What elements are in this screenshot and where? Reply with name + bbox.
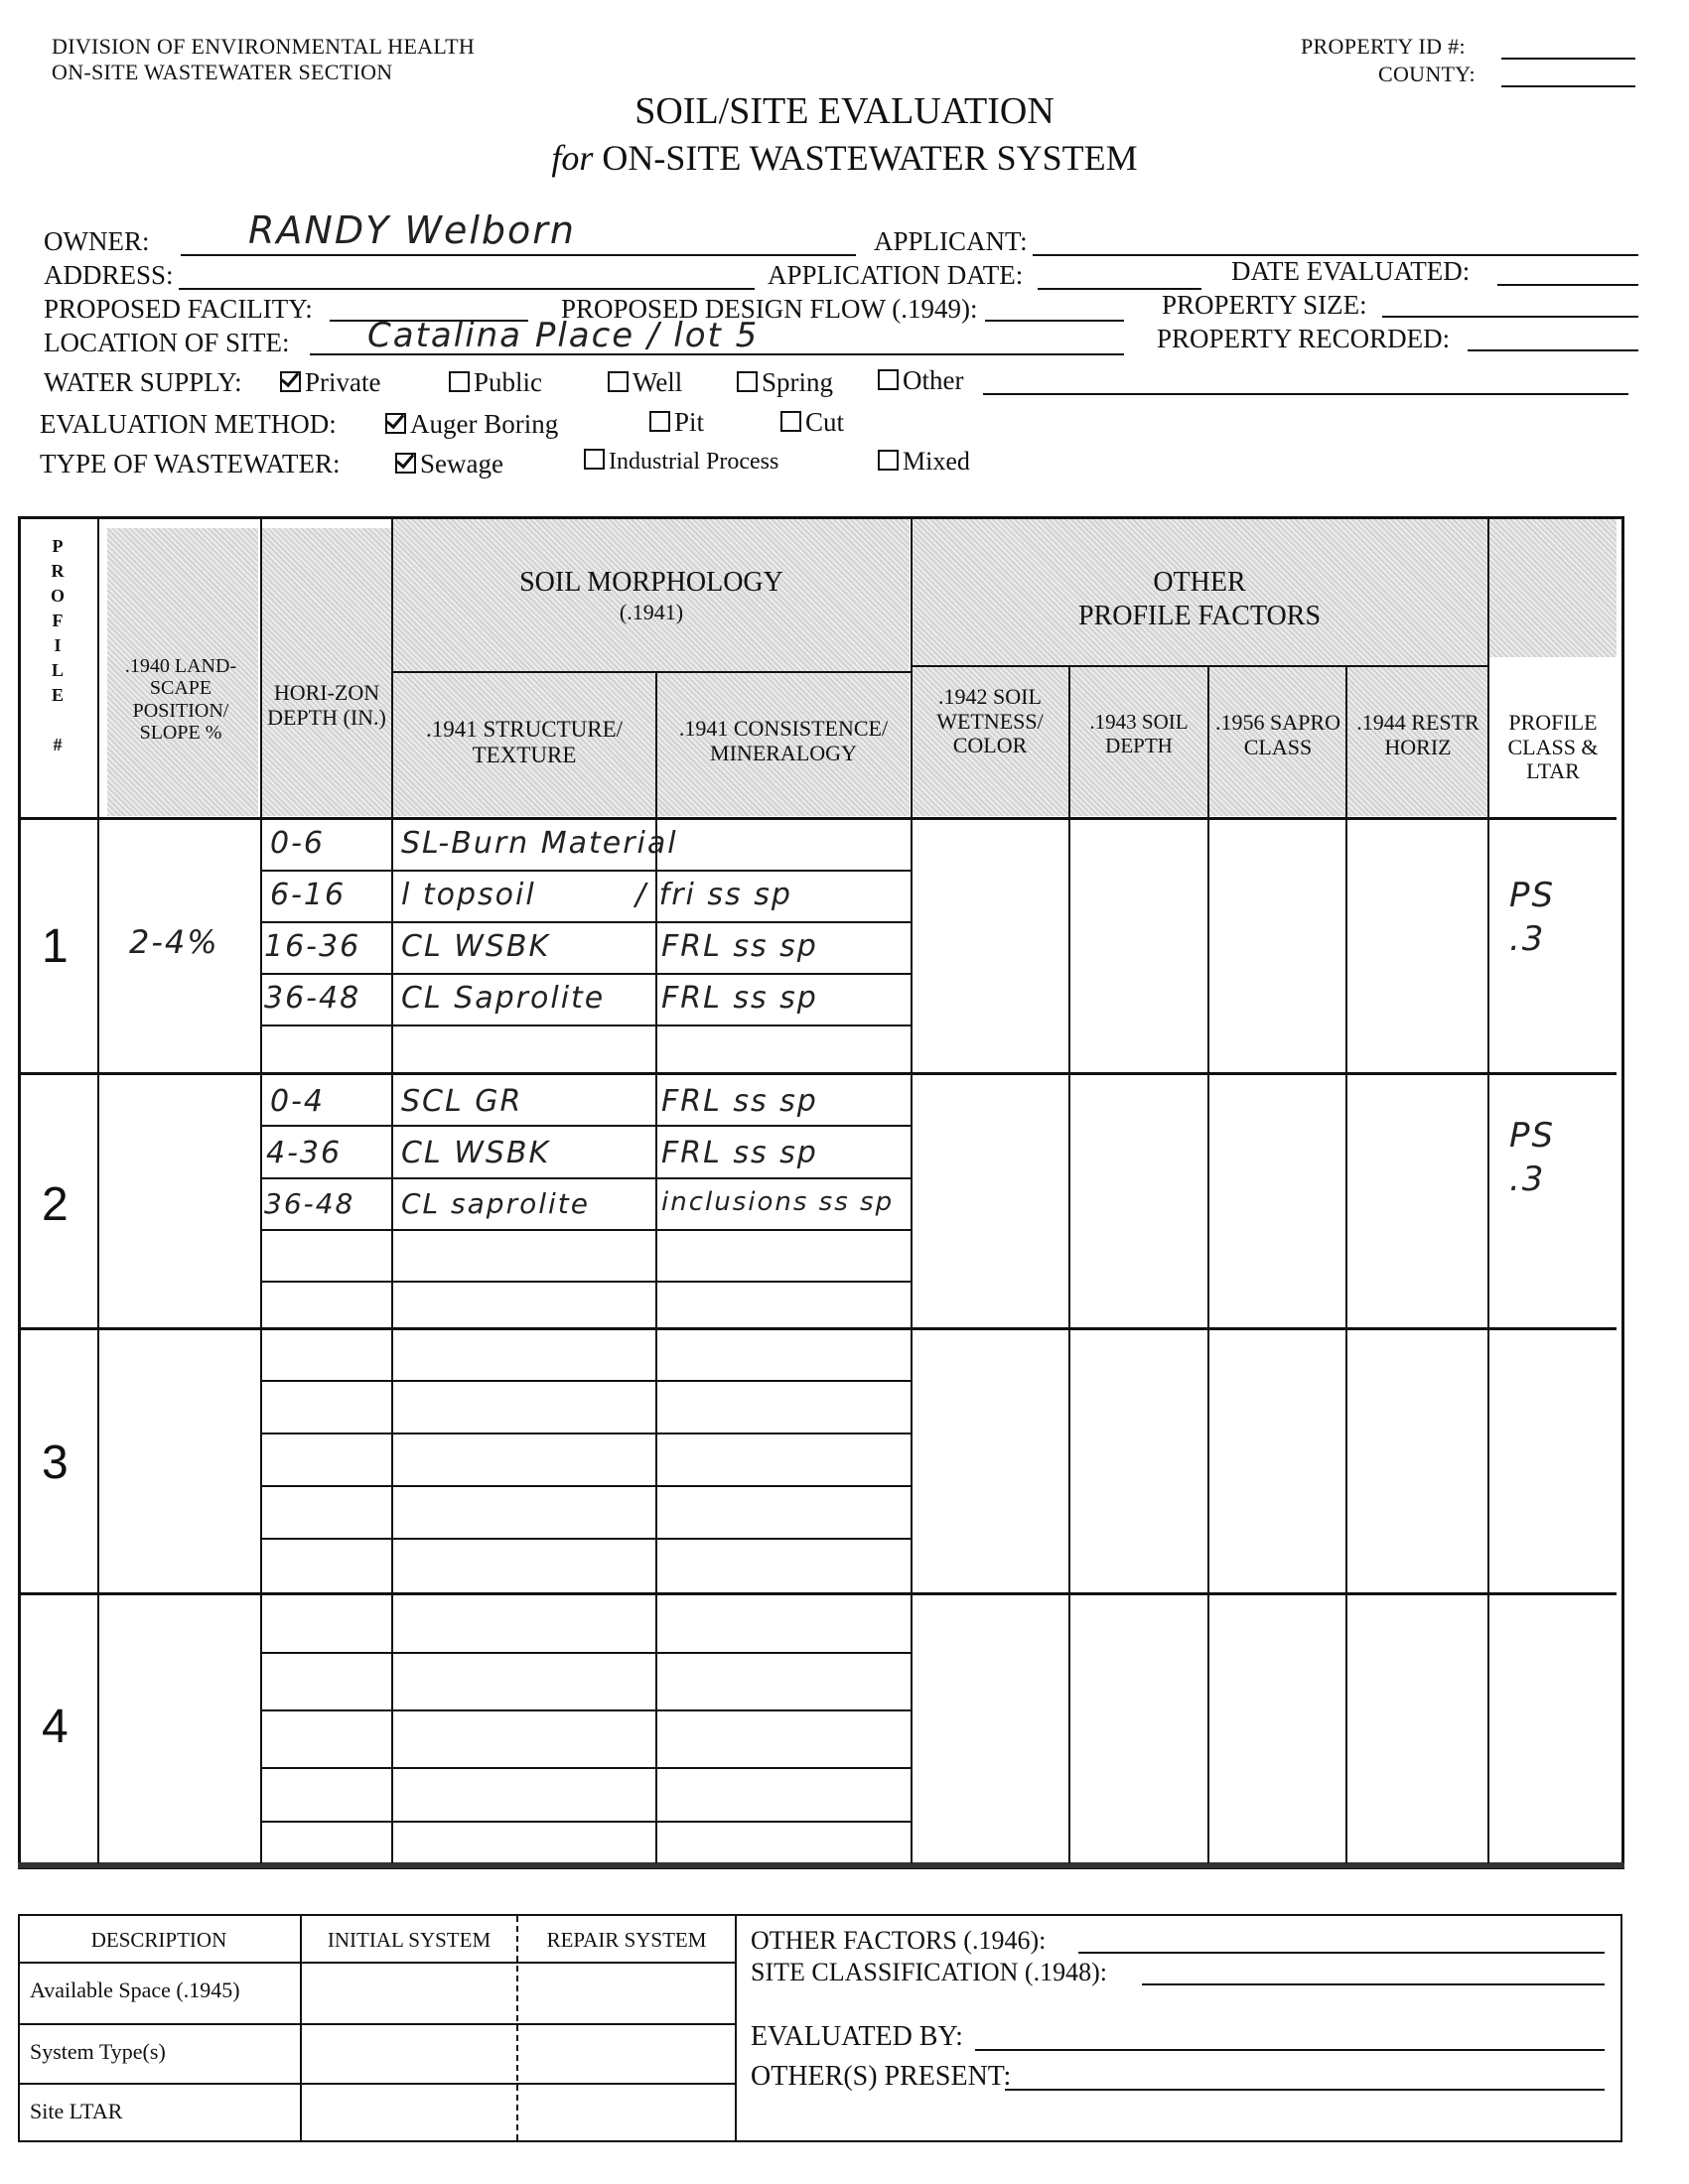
soil-morphology-header: SOIL MORPHOLOGY (.1941) — [519, 567, 783, 624]
county-label: COUNTY: — [1378, 62, 1476, 86]
evaluated-by-field[interactable] — [975, 2049, 1605, 2051]
checkbox-well-icon[interactable] — [608, 371, 629, 392]
checkbox-sewage-icon[interactable] — [395, 453, 416, 474]
system-type-label: System Type(s) — [30, 2039, 166, 2064]
water-supply-well[interactable]: Well — [608, 367, 682, 398]
county-field[interactable] — [1501, 85, 1635, 87]
evaluation-pit[interactable]: Pit — [649, 407, 704, 438]
water-supply-label: WATER SUPPLY: — [44, 367, 242, 397]
description-header: DESCRIPTION — [90, 1928, 227, 1952]
checkbox-private-icon[interactable] — [280, 371, 301, 392]
owner-field[interactable] — [181, 254, 856, 256]
checkbox-public-icon[interactable] — [449, 371, 470, 392]
profile-number-3: 3 — [42, 1436, 69, 1489]
property-id-label: PROPERTY ID #: — [1301, 34, 1466, 59]
profile-class-header: PROFILE CLASS & LTAR — [1507, 710, 1599, 784]
property-id-field[interactable] — [1501, 58, 1635, 60]
other-factors-field[interactable] — [1078, 1952, 1605, 1954]
profile-number-1: 1 — [42, 920, 69, 973]
subtitle-for: for — [551, 138, 594, 178]
horizon-depth-header: HORI-ZON DEPTH (IN.) — [267, 680, 386, 730]
wastewater-sewage[interactable]: Sewage — [395, 449, 503, 479]
p1-r3-structure: CL WSBK — [401, 929, 551, 964]
application-date-label: APPLICATION DATE: — [768, 260, 1024, 290]
section-name: ON-SITE WASTEWATER SECTION — [52, 60, 393, 84]
design-flow-label: PROPOSED DESIGN FLOW (.1949): — [561, 294, 978, 324]
form-subtitle — [0, 137, 1689, 179]
p1-r2-consistence: / fri ss sp — [635, 878, 792, 912]
subtitle-rest: ON-SITE WASTEWATER SYSTEM — [602, 138, 1138, 178]
other-factors-label: OTHER FACTORS (.1946): — [751, 1926, 1047, 1955]
p1-r3-consistence: FRL ss sp — [661, 929, 818, 964]
other-profile-factors-header: OTHER PROFILE FACTORS — [1077, 567, 1322, 631]
p2-r2-consistence: FRL ss sp — [661, 1136, 818, 1170]
form-title: SOIL/SITE EVALUATION — [634, 90, 1055, 132]
water-supply-other[interactable]: Other — [878, 365, 963, 396]
consistence-header: .1941 CONSISTENCE/ MINERALOGY — [678, 716, 889, 765]
structure-texture-header: .1941 STRUCTURE/ TEXTURE — [425, 717, 624, 767]
property-size-field[interactable] — [1382, 316, 1638, 318]
water-supply-private[interactable]: Private — [280, 367, 380, 398]
repair-system-header: REPAIR SYSTEM — [546, 1928, 707, 1952]
evaluation-auger-boring[interactable]: Auger Boring — [385, 409, 558, 440]
initial-system-header: INITIAL SYSTEM — [327, 1928, 492, 1952]
owner-value: RANDY Welborn — [248, 208, 576, 252]
property-size-label: PROPERTY SIZE: — [1162, 290, 1367, 320]
others-present-field[interactable] — [1005, 2089, 1605, 2091]
evaluation-cut[interactable]: Cut — [780, 407, 844, 438]
water-supply-public[interactable]: Public — [449, 367, 542, 398]
division-name: DIVISION OF ENVIRONMENTAL HEALTH — [52, 34, 476, 59]
profile-number-2: 2 — [42, 1178, 69, 1231]
checkbox-industrial-icon[interactable] — [584, 449, 605, 470]
restr-horiz-header: .1944 RESTR HORIZ — [1356, 710, 1479, 759]
sapro-class-header: .1956 SAPRO CLASS — [1215, 710, 1340, 759]
available-space-label: Available Space (.1945) — [30, 1978, 240, 2002]
p2-r1-depth: 0-4 — [270, 1084, 325, 1119]
p1-r1-structure: SL-Burn Material — [401, 826, 678, 861]
landscape-header: .1940 LAND-SCAPE POSITION/ SLOPE % — [124, 655, 237, 745]
date-evaluated-field[interactable] — [1497, 284, 1638, 286]
wastewater-type-label: TYPE OF WASTEWATER: — [40, 449, 341, 478]
checkbox-other-icon[interactable] — [878, 369, 899, 390]
wastewater-mixed[interactable]: Mixed — [878, 447, 970, 477]
design-flow-field[interactable] — [985, 320, 1124, 322]
profile-1-class: PS .3 — [1509, 876, 1556, 960]
location-label: LOCATION OF SITE: — [44, 328, 290, 357]
p2-r1-structure: SCL GR — [401, 1084, 523, 1119]
profile-1-landscape: 2-4% — [129, 923, 219, 961]
evaluated-by-label: EVALUATED BY: — [751, 2021, 963, 2052]
address-label: ADDRESS: — [44, 260, 174, 290]
profile-number-4: 4 — [42, 1701, 69, 1753]
site-ltar-label: Site LTAR — [30, 2099, 123, 2123]
address-field[interactable] — [179, 288, 755, 290]
water-supply-other-field[interactable] — [983, 393, 1628, 395]
wastewater-industrial[interactable]: Industrial Process — [584, 449, 778, 476]
checkbox-auger-icon[interactable] — [385, 413, 406, 434]
others-present-label: OTHER(S) PRESENT: — [751, 2061, 1012, 2092]
proposed-facility-label: PROPOSED FACILITY: — [44, 294, 313, 324]
p1-r4-depth: 36-48 — [264, 981, 361, 1016]
date-evaluated-label: DATE EVALUATED: — [1231, 256, 1471, 286]
checkbox-pit-icon[interactable] — [649, 411, 670, 432]
checkbox-mixed-icon[interactable] — [878, 450, 899, 471]
soil-wetness-header: .1942 SOIL WETNESS/ COLOR — [936, 684, 1044, 758]
p2-r3-depth: 36-48 — [264, 1187, 355, 1220]
p2-r1-consistence: FRL ss sp — [661, 1084, 818, 1119]
checkbox-spring-icon[interactable] — [737, 371, 758, 392]
p1-r2-depth: 6-16 — [270, 878, 347, 912]
p1-r3-depth: 16-36 — [264, 929, 361, 964]
owner-label: OWNER: — [44, 226, 150, 256]
applicant-label: APPLICANT: — [874, 226, 1028, 256]
property-recorded-field[interactable] — [1468, 349, 1638, 351]
profile-2-class: PS .3 — [1509, 1116, 1556, 1200]
p1-r1-depth: 0-6 — [270, 826, 325, 861]
p1-r4-consistence: FRL ss sp — [661, 981, 818, 1016]
location-value: Catalina Place / lot 5 — [367, 316, 760, 355]
site-classification-label: SITE CLASSIFICATION (.1948): — [751, 1958, 1107, 1986]
property-recorded-label: PROPERTY RECORDED: — [1157, 324, 1451, 353]
water-supply-spring[interactable]: Spring — [737, 367, 833, 398]
p1-r2-structure: l topsoil — [401, 878, 536, 912]
p2-r3-consistence: inclusions ss sp — [661, 1187, 895, 1217]
soil-depth-header: .1943 SOIL DEPTH — [1089, 710, 1189, 757]
p2-r3-structure: CL saprolite — [401, 1187, 590, 1220]
evaluation-method-label: EVALUATION METHOD: — [40, 409, 337, 439]
checkbox-cut-icon[interactable] — [780, 411, 801, 432]
p2-r2-structure: CL WSBK — [401, 1136, 551, 1170]
p2-r2-depth: 4-36 — [266, 1136, 343, 1170]
p1-r4-structure: CL Saprolite — [401, 981, 606, 1016]
site-classification-field[interactable] — [1142, 1983, 1605, 1985]
